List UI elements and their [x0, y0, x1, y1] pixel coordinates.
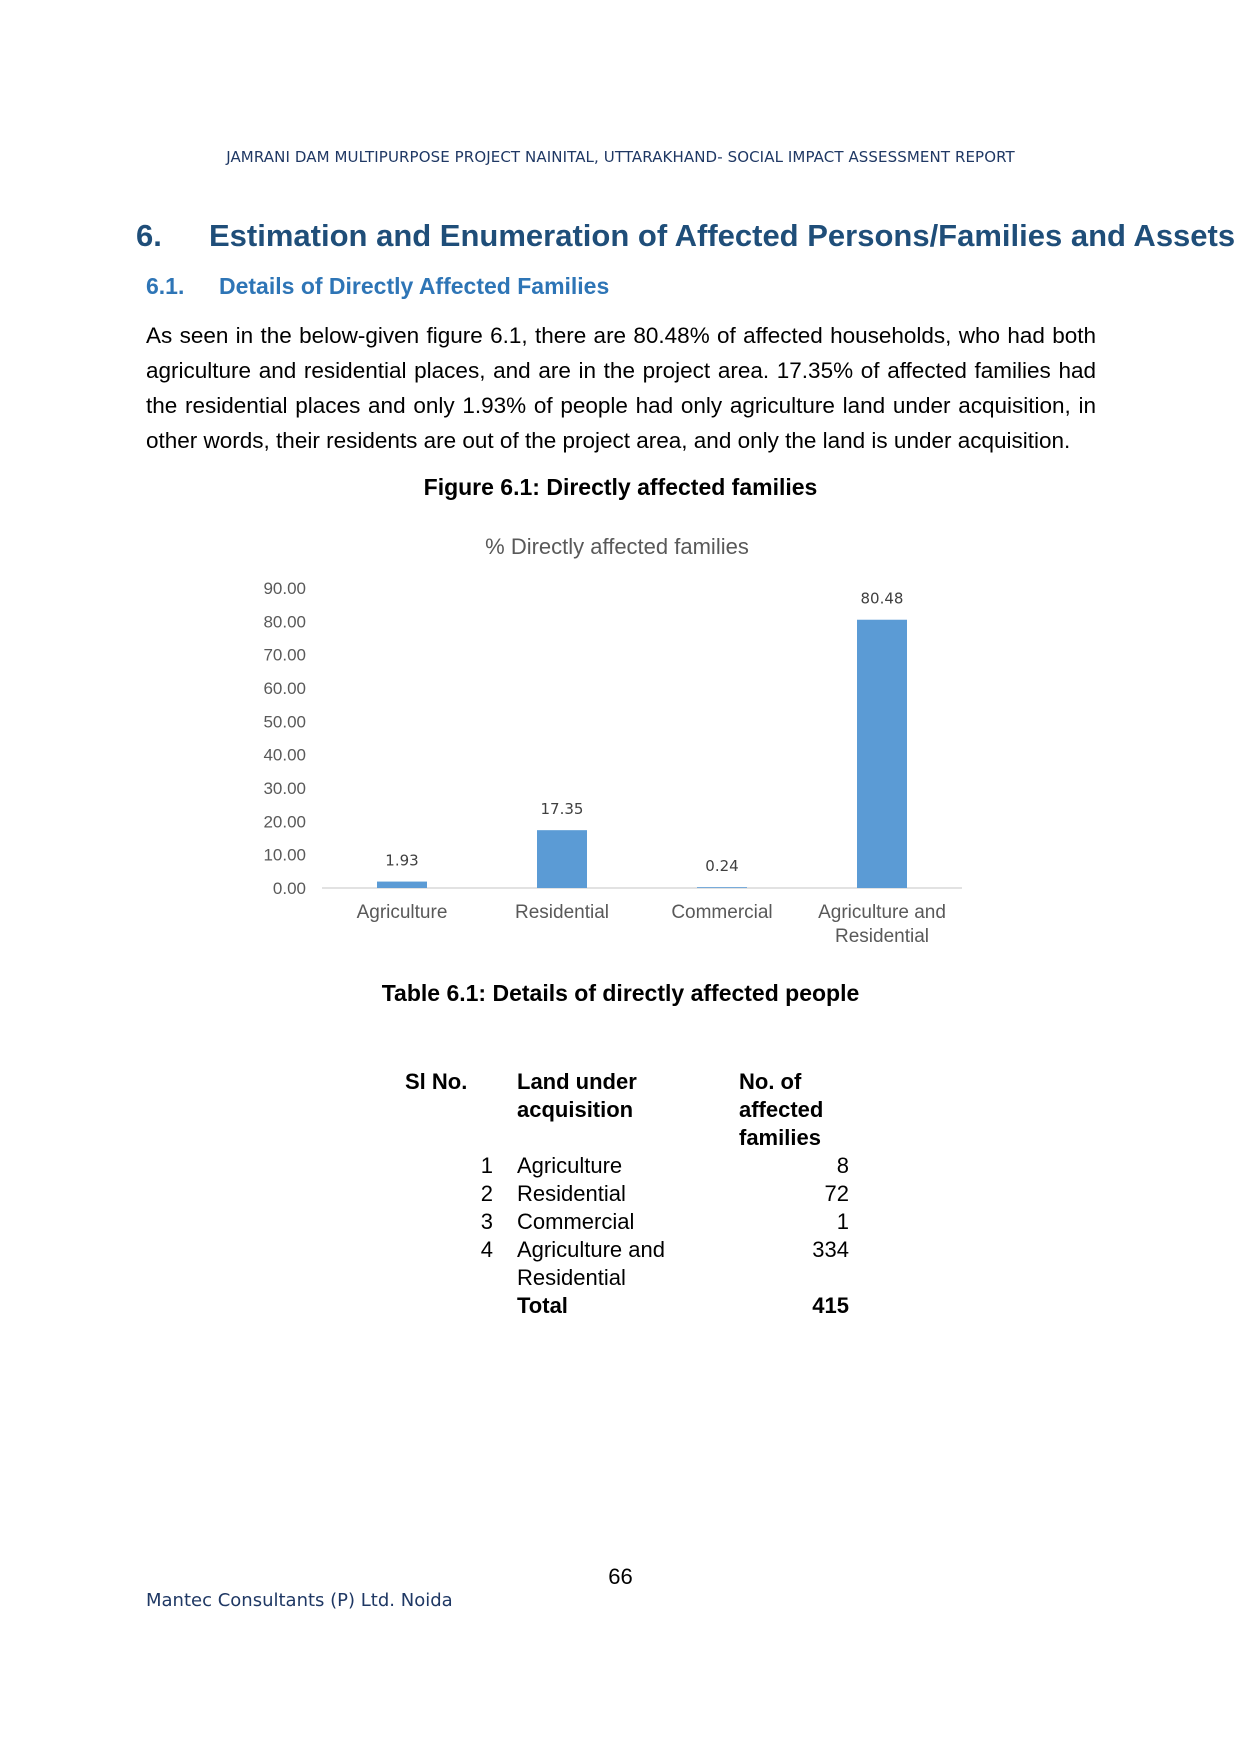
cell-land [517, 1208, 739, 1236]
total-label: Total [517, 1293, 568, 1318]
table-header-row [405, 1068, 929, 1152]
x-tick-label: Residential [835, 926, 929, 947]
table-row [405, 1208, 929, 1236]
y-tick-label: 60.00 [263, 679, 306, 698]
header-sl-no: Sl No. [405, 1069, 468, 1094]
x-axis-ticks [357, 902, 946, 947]
header-count-line: affected [739, 1097, 824, 1122]
cell-land-line: Commercial [517, 1209, 635, 1234]
cell-land [517, 1180, 739, 1208]
cell-count: 8 [836, 1153, 849, 1178]
cell-land-line: Residential [517, 1181, 626, 1206]
cell-land-line: Agriculture [517, 1153, 623, 1178]
cell-sl: 4 [480, 1237, 493, 1262]
header-land-line: Land under [517, 1069, 637, 1094]
header-land-line: acquisition [517, 1097, 634, 1122]
cell-land-line: Residential [517, 1265, 626, 1290]
y-tick-label: 0.00 [272, 879, 306, 898]
bar [537, 830, 587, 888]
bar [377, 882, 427, 888]
cell-land [517, 1236, 739, 1292]
affected-people-table [405, 1068, 929, 1320]
cell-sl: 2 [480, 1181, 493, 1206]
data-label: 80.48 [860, 589, 904, 608]
cell-sl: 3 [480, 1209, 493, 1234]
y-tick-label: 40.00 [263, 745, 306, 765]
data-labels-group [385, 590, 903, 875]
bars-group [377, 620, 907, 888]
table-total-row [405, 1292, 929, 1320]
table-row [405, 1236, 929, 1292]
cell-count: 1 [836, 1209, 849, 1234]
header-count-line: families [739, 1125, 821, 1150]
page-number: 66 [608, 1564, 633, 1589]
cell-count: 334 [812, 1237, 849, 1262]
header-count-line: No. of [739, 1069, 802, 1094]
y-tick-label: 90.00 [263, 579, 306, 598]
cell-land-line: Agriculture and [517, 1237, 665, 1262]
x-tick-label: Agriculture [356, 902, 448, 923]
table-row [405, 1180, 929, 1208]
header-count [739, 1068, 929, 1152]
data-label: 1.93 [385, 851, 419, 870]
y-tick-label: 70.00 [263, 645, 306, 665]
y-tick-label: 10.00 [263, 845, 306, 865]
bar-chart [240, 520, 1000, 950]
header-land [517, 1068, 739, 1152]
table-caption: Table 6.1: Details of directly affected people [381, 980, 860, 1006]
subsection-title: Details of Directly Affected Families [219, 273, 610, 299]
cell-land [517, 1152, 739, 1180]
y-tick-label: 80.00 [263, 612, 306, 632]
cell-sl: 1 [480, 1153, 493, 1178]
cell-sl-empty [405, 1292, 517, 1320]
section-title: Estimation and Enumeration of Affected Persons/Families and Assets [209, 218, 1236, 253]
section-heading [136, 218, 1236, 254]
subsection-heading [146, 273, 609, 300]
y-axis-ticks [263, 579, 306, 898]
running-header: JAMRANI DAM MULTIPURPOSE PROJECT NAINITAL, UTTARAKHAND- SOCIAL IMPACT ASSESSMENT REPORT [226, 148, 1015, 166]
y-tick-label: 20.00 [263, 812, 306, 832]
chart-title: % Directly affected families [485, 534, 749, 559]
cell-count: 72 [824, 1181, 849, 1206]
x-tick-label: Agriculture and [818, 902, 946, 923]
total-count: 415 [812, 1293, 849, 1318]
y-tick-label: 30.00 [263, 779, 306, 798]
figure-caption: Figure 6.1: Directly affected families [423, 474, 818, 500]
y-tick-label: 50.00 [263, 712, 306, 732]
body-paragraph: As seen in the below-given figure 6.1, there are 80.48% of affected households, who had both agriculture and residential places, and are in the project area. 17.35% of affected families had the residential places and only 1.93% of people had only agriculture land under acquisition, in other words, their residents are out of the project area, and only the land is under acquisition. [146, 323, 1096, 453]
bar [857, 620, 907, 888]
data-label: 0.24 [705, 857, 739, 876]
data-label: 17.35 [540, 800, 584, 819]
footer-text: Mantec Consultants (P) Ltd. Noida [146, 1590, 453, 1611]
x-tick-label: Commercial [671, 902, 773, 923]
table-row [405, 1152, 929, 1180]
subsection-number: 6.1. [146, 273, 185, 299]
x-tick-label: Residential [515, 902, 609, 923]
bar [697, 887, 747, 888]
section-number: 6. [136, 218, 162, 253]
